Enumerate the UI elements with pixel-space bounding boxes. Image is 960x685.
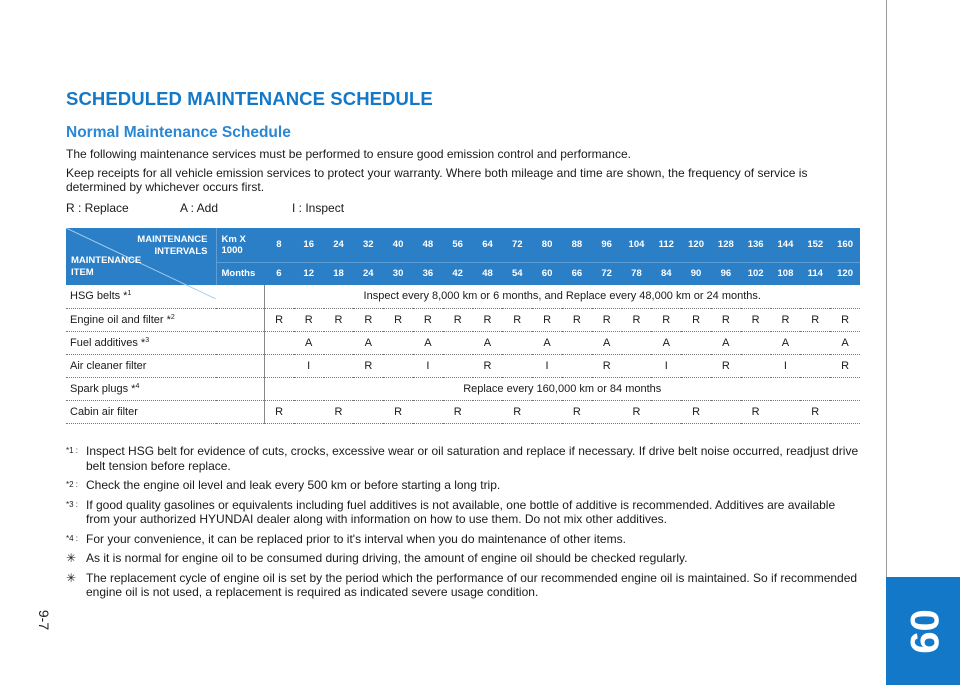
intro-paragraph-1: The following maintenance services must be performed to ensure good emission control and performance. [66, 147, 631, 161]
schedule-cell [651, 400, 681, 423]
schedule-cell: R [651, 308, 681, 331]
months-value: 114 [800, 262, 830, 285]
schedule-cell [711, 400, 741, 423]
schedule-cell [622, 354, 652, 377]
km-value: 112 [651, 228, 681, 262]
schedule-cell: R [711, 308, 741, 331]
months-value: 120 [830, 262, 860, 285]
header-item-label [71, 255, 141, 279]
km-label-line1: Km X [221, 233, 246, 245]
page-number: 9-7 [35, 609, 52, 631]
km-value: 8 [264, 228, 294, 262]
schedule-cell [771, 400, 801, 423]
schedule-cell: I [294, 354, 324, 377]
footnote-text: For your convenience, it can be replaced prior to it's interval when you do maintenance of other items. [86, 531, 626, 546]
star-note-text: The replacement cycle of engine oil is set by the period which the performance of our recommended engine oil is maintained. So if recommended engine oil is not used, a replacement is required as indicated severe usage condition. [86, 570, 858, 599]
star-note [66, 551, 860, 566]
km-label-line2: 1000 [221, 244, 243, 256]
schedule-cell: R [562, 308, 592, 331]
item-label: Spark plugs * [70, 382, 136, 395]
km-value: 96 [592, 228, 622, 262]
schedule-cell: R [264, 400, 294, 423]
item-name [66, 308, 264, 331]
months-value: 96 [711, 262, 741, 285]
item-label: Engine oil and filter * [70, 313, 171, 326]
months-value: 12 [294, 262, 324, 285]
km-value: 80 [532, 228, 562, 262]
footnote-ref: 2 [170, 313, 175, 321]
chapter-number: 09 [901, 608, 946, 654]
star-note-text: As it is normal for engine oil to be consumed during driving, the amount of engine oil should be checked regularly. [86, 551, 688, 565]
item-name [66, 400, 264, 423]
schedule-cell [741, 331, 771, 354]
months-value: 66 [562, 262, 592, 285]
schedule-cell: R [741, 308, 771, 331]
schedule-cell: I [532, 354, 562, 377]
legend-add: A : Add [180, 200, 219, 215]
schedule-cell [264, 354, 294, 377]
schedule-cell: A [473, 331, 503, 354]
schedule-cell: R [383, 400, 413, 423]
table-row [66, 354, 860, 377]
section-subtitle: Normal Maintenance Schedule [66, 124, 291, 141]
span-note: Inspect every 8,000 km or 6 months, and Replace every 48,000 km or 24 months. [264, 285, 860, 308]
schedule-cell [592, 400, 622, 423]
schedule-cell [264, 331, 294, 354]
km-value: 64 [473, 228, 503, 262]
schedule-cell [532, 400, 562, 423]
footnote-tag: *3 : [66, 499, 79, 509]
schedule-cell: R [473, 354, 503, 377]
schedule-cell [800, 331, 830, 354]
schedule-cell [502, 354, 532, 377]
legend-replace: R : Replace [66, 200, 129, 215]
schedule-cell [353, 400, 383, 423]
footnote-ref: 1 [127, 290, 132, 298]
schedule-cell [830, 400, 860, 423]
schedule-cell [324, 331, 354, 354]
km-label [216, 228, 264, 262]
header-intervals-label [137, 234, 207, 258]
header-intervals-line2: INTERVALS [154, 246, 208, 257]
schedule-cell: R [443, 400, 473, 423]
table-row [66, 377, 860, 400]
months-value: 48 [473, 262, 503, 285]
months-value: 54 [502, 262, 532, 285]
header-item-line2: ITEM [71, 267, 94, 278]
schedule-cell: A [651, 331, 681, 354]
intro-paragraph-2: Keep receipts for all vehicle emission services to protect your warranty. Where both mileage and time are shown, the frequency of service is determined by whichever occurs first. [66, 165, 808, 194]
footnote-tag: *4 : [66, 533, 79, 543]
header-intervals-line1: MAINTENANCE [137, 234, 208, 245]
schedule-cell: I [651, 354, 681, 377]
months-value: 30 [383, 262, 413, 285]
schedule-cell [800, 354, 830, 377]
km-value: 104 [622, 228, 652, 262]
schedule-cell: R [443, 308, 473, 331]
schedule-cell: R [473, 308, 503, 331]
km-value: 88 [562, 228, 592, 262]
months-value: 42 [443, 262, 473, 285]
footnote-ref: 4 [135, 382, 140, 390]
schedule-cell: R [264, 308, 294, 331]
km-value: 40 [383, 228, 413, 262]
schedule-cell: R [353, 308, 383, 331]
legend-inspect: I : Inspect [292, 200, 345, 215]
schedule-cell: A [592, 331, 622, 354]
schedule-cell: A [711, 331, 741, 354]
months-value: 78 [622, 262, 652, 285]
schedule-cell: R [681, 400, 711, 423]
item-label: HSG belts * [70, 290, 128, 303]
months-label: Months [216, 262, 264, 285]
schedule-cell [443, 354, 473, 377]
schedule-cell: R [324, 400, 354, 423]
schedule-cell [413, 400, 443, 423]
km-value: 120 [681, 228, 711, 262]
km-value: 56 [443, 228, 473, 262]
months-value: 90 [681, 262, 711, 285]
schedule-cell: R [413, 308, 443, 331]
schedule-cell [383, 354, 413, 377]
schedule-cell [443, 331, 473, 354]
schedule-cell: R [771, 308, 801, 331]
footnote [66, 478, 860, 493]
page-title: SCHEDULED MAINTENANCE SCHEDULE [66, 88, 433, 109]
legend [66, 201, 860, 217]
table-row [66, 400, 860, 423]
schedule-cell [383, 331, 413, 354]
schedule-cell: R [324, 308, 354, 331]
schedule-cell: R [681, 308, 711, 331]
table-row [66, 308, 860, 331]
schedule-cell: R [622, 400, 652, 423]
item-label: Cabin air filter [70, 405, 138, 418]
schedule-cell [324, 354, 354, 377]
schedule-cell: A [532, 331, 562, 354]
schedule-cell: R [383, 308, 413, 331]
schedule-cell: R [562, 400, 592, 423]
schedule-cell: R [800, 400, 830, 423]
schedule-cell: R [353, 354, 383, 377]
schedule-cell: R [830, 308, 860, 331]
footnote [66, 498, 860, 527]
months-value: 24 [353, 262, 383, 285]
footnote-text: Inspect HSG belt for evidence of cuts, crocks, excessive wear or oil saturation and replace if necessary. If drive belt noise occurred, readjust drive belt tension before replace. [86, 444, 859, 473]
schedule-cell: R [830, 354, 860, 377]
km-value: 160 [830, 228, 860, 262]
schedule-cell [294, 400, 324, 423]
table-header-corner [66, 228, 216, 285]
months-value: 36 [413, 262, 443, 285]
schedule-cell: R [592, 308, 622, 331]
km-value: 152 [800, 228, 830, 262]
months-value: 84 [651, 262, 681, 285]
km-value: 136 [741, 228, 771, 262]
item-name [66, 331, 264, 354]
km-value: 16 [294, 228, 324, 262]
schedule-cell [562, 354, 592, 377]
km-value: 24 [324, 228, 354, 262]
item-label: Air cleaner filter [70, 359, 147, 372]
schedule-cell: R [592, 354, 622, 377]
months-value: 102 [741, 262, 771, 285]
km-value: 32 [353, 228, 383, 262]
footnotes [66, 444, 860, 605]
months-value: 18 [324, 262, 354, 285]
months-value: 6 [264, 262, 294, 285]
schedule-cell: R [532, 308, 562, 331]
footnote [66, 444, 860, 473]
schedule-cell: R [622, 308, 652, 331]
footnote-text: Check the engine oil level and leak every 500 km or before starting a long trip. [86, 478, 501, 492]
maintenance-table [66, 228, 860, 424]
asterisk-icon: ✳ [66, 570, 77, 585]
item-name [66, 354, 264, 377]
schedule-cell: R [502, 400, 532, 423]
schedule-cell: A [830, 331, 860, 354]
footnote-ref: 3 [145, 336, 150, 344]
schedule-cell: A [413, 331, 443, 354]
star-note [66, 571, 860, 600]
schedule-cell [622, 331, 652, 354]
schedule-cell: A [294, 331, 324, 354]
km-value: 48 [413, 228, 443, 262]
asterisk-icon: ✳ [66, 551, 77, 565]
schedule-cell: R [800, 308, 830, 331]
schedule-cell: I [413, 354, 443, 377]
schedule-cell: R [711, 354, 741, 377]
schedule-cell [681, 354, 711, 377]
months-value: 108 [771, 262, 801, 285]
span-note: Replace every 160,000 km or 84 months [264, 377, 860, 400]
schedule-cell: I [771, 354, 801, 377]
schedule-cell: R [502, 308, 532, 331]
schedule-cell [502, 331, 532, 354]
table-row [66, 331, 860, 354]
footnote-tag: *1 : [66, 446, 79, 455]
schedule-cell: R [294, 308, 324, 331]
km-value: 72 [502, 228, 532, 262]
schedule-cell: A [771, 331, 801, 354]
schedule-cell: A [353, 331, 383, 354]
schedule-cell: R [741, 400, 771, 423]
months-value: 60 [532, 262, 562, 285]
months-value: 72 [592, 262, 622, 285]
header-item-line1: MAINTENANCE [71, 255, 142, 266]
schedule-cell [741, 354, 771, 377]
page-content [66, 88, 860, 599]
item-label: Fuel additives * [70, 336, 146, 349]
km-value: 128 [711, 228, 741, 262]
schedule-cell [681, 331, 711, 354]
margin-rule-vertical [886, 0, 887, 577]
footnote-text: If good quality gasolines or equivalents including fuel additives is not available, one bottle of additive is recommended. Additives are available from your authorized HYUNDAI dealer along with information on how to use them. Do not mix other additives. [86, 497, 836, 526]
footnote-tag: *2 : [66, 480, 79, 489]
km-value: 144 [771, 228, 801, 262]
schedule-cell [473, 400, 503, 423]
item-name [66, 377, 264, 400]
footnote [66, 532, 860, 547]
schedule-cell [562, 331, 592, 354]
